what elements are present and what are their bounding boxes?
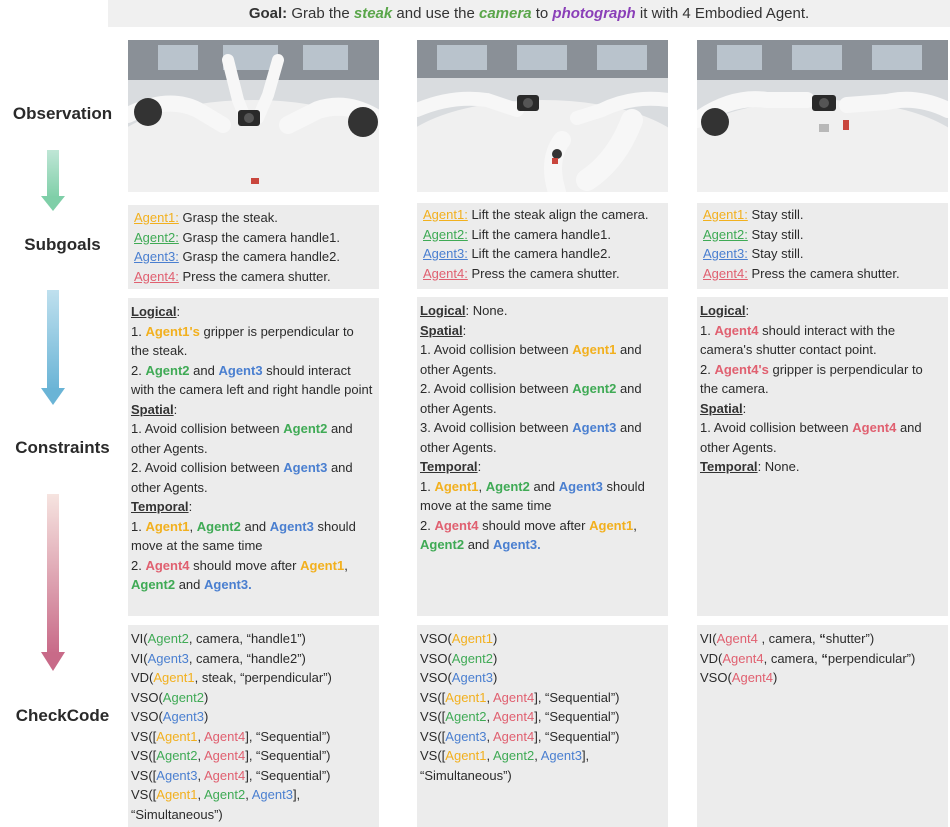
agent2-label: Agent2:: [134, 229, 179, 245]
constraint-line: [131, 458, 375, 497]
comma: ,: [197, 728, 205, 744]
colon: :: [477, 459, 482, 474]
spatial-label: Spatial: [131, 401, 174, 417]
close: ): [493, 650, 498, 666]
constraint-line: [420, 340, 664, 379]
args: ],: [581, 748, 590, 763]
agent3-ref: Agent3: [572, 420, 617, 435]
comma: ,: [486, 689, 494, 705]
agent2-ref: Agent2: [485, 478, 530, 494]
text: should move at the same time: [420, 478, 645, 513]
agent4-ref: Agent4: [493, 689, 535, 705]
agent1-ref: Agent1: [445, 748, 487, 763]
num: 2.: [131, 557, 142, 573]
fn: VD(: [700, 650, 723, 666]
fn: VD(: [131, 670, 154, 685]
agent4-ref: Agent4: [716, 631, 758, 646]
agent1-ref: Agent1: [434, 478, 479, 494]
comma: ,: [197, 767, 205, 783]
goal-prefix: Goal:: [248, 5, 288, 22]
fn: VI(: [131, 650, 148, 666]
agent3-label: Agent3:: [423, 246, 468, 261]
args: , camera,: [763, 650, 822, 666]
arrow-down-icon-pink: [40, 494, 66, 672]
agent2-ref: Agent2: [445, 709, 487, 724]
comma: ,: [486, 748, 494, 763]
num: 2.: [420, 517, 431, 533]
agent2-label: Agent2:: [423, 226, 468, 242]
code-line: [131, 785, 375, 805]
args: “Simultaneous”): [420, 767, 512, 783]
code-line: [131, 805, 375, 825]
args: perpendicular”): [827, 650, 916, 666]
agent3-ref: Agent3: [283, 460, 328, 475]
subgoal-text: Grasp the camera handle2.: [182, 249, 340, 264]
agent1-ref: Agent1: [445, 689, 487, 705]
agent4-ref: Agent4: [204, 767, 246, 783]
text: and other Agents.: [420, 381, 642, 416]
agent3-label: Agent3:: [134, 249, 179, 264]
text: and: [467, 537, 490, 552]
subgoal-text: Stay still.: [751, 207, 804, 222]
text: should interact with the camera's shutter contact point.: [700, 322, 896, 357]
logical-heading: [131, 302, 375, 322]
agent3-ref: Agent3.: [204, 577, 252, 592]
agent2-ref: Agent2: [283, 421, 328, 436]
text: and other Agents.: [420, 420, 642, 455]
num: 2.: [700, 361, 711, 377]
agent2-ref: Agent2: [420, 537, 465, 552]
fn: VSO(: [420, 670, 452, 685]
text: and other Agents.: [131, 460, 353, 495]
constraints-panel-1: [128, 298, 379, 616]
agent3-ref: Agent3: [156, 767, 198, 783]
text: and: [193, 362, 215, 378]
row-label-constraints: Constraints: [15, 438, 110, 457]
logical-heading: [420, 301, 664, 321]
code-line: [420, 727, 664, 747]
close: ): [204, 709, 209, 724]
colon: :: [742, 400, 747, 416]
num: 1.: [131, 518, 142, 534]
temporal-heading: [420, 457, 664, 477]
row-label-subgoals: Subgoals: [24, 235, 101, 254]
logical-none: : None.: [465, 303, 508, 318]
args: “Simultaneous”): [131, 806, 223, 822]
text: should move after: [482, 517, 586, 533]
agent3-ref: Agent3: [540, 748, 582, 763]
constraint-line: [700, 360, 944, 399]
subgoal-text: Lift the camera handle1.: [471, 226, 611, 242]
agent3-ref: Agent3: [269, 518, 314, 534]
args: , camera, “handle1”): [188, 631, 306, 646]
close: ): [493, 670, 498, 685]
agent2-ref: Agent2: [493, 748, 535, 763]
agent2-ref: Agent2: [147, 631, 189, 646]
subgoal-line: [134, 228, 375, 248]
agent4-ref: Agent4: [493, 728, 535, 744]
spatial-label: Spatial: [700, 400, 743, 416]
goal-text-3: to: [535, 5, 549, 22]
constraint-line: [131, 517, 375, 556]
num: 1.: [700, 322, 711, 338]
fn: VSO(: [131, 689, 163, 705]
agent3-ref: Agent3: [218, 362, 263, 378]
subgoals-panel-1: [128, 205, 379, 289]
goal-text-2: and use the: [396, 5, 475, 22]
args: ], “Sequential”): [245, 728, 331, 744]
agent1-label: Agent1:: [423, 207, 468, 222]
subgoal-text: Stay still.: [751, 246, 804, 261]
agent1-ref: Agent1: [156, 728, 198, 744]
agent1-ref: Agent1: [156, 787, 198, 802]
code-line: [700, 668, 944, 688]
code-line: [131, 668, 375, 688]
subgoal-text: Grasp the camera handle1.: [182, 229, 340, 245]
constraint-line: [131, 322, 375, 361]
logical-label: Logical: [131, 304, 177, 319]
text: and other Agents.: [420, 342, 642, 377]
agent2-ref: Agent2: [196, 518, 241, 534]
quote: “: [819, 631, 826, 646]
args: ], “Sequential”): [534, 728, 620, 744]
goal-keyword-camera: camera: [479, 5, 532, 22]
code-line: [131, 688, 375, 708]
text: and: [178, 577, 201, 592]
args: shutter”): [825, 631, 875, 646]
agent2-label: Agent2:: [703, 226, 748, 242]
logical-label: Logical: [700, 303, 746, 318]
agent4-ref: Agent4: [434, 517, 479, 533]
text: and: [244, 518, 267, 534]
num: 1.: [420, 478, 431, 494]
observation-image-2: [417, 40, 668, 192]
subgoals-panel-2: [417, 203, 668, 289]
args: ], “Sequential”): [534, 689, 620, 705]
fn: VSO(: [131, 709, 163, 724]
colon: :: [745, 303, 750, 318]
agent2-ref: Agent2: [156, 748, 198, 763]
agent1-ref: Agent1: [451, 631, 493, 646]
text: and: [533, 478, 556, 494]
checkcode-panel-2: [417, 625, 668, 827]
text: ,: [478, 478, 483, 494]
code-line: [420, 688, 664, 708]
fn: VI(: [700, 631, 717, 646]
text: ,: [344, 557, 348, 573]
temporal-label: Temporal: [700, 459, 758, 474]
agent3-ref: Agent3: [445, 728, 487, 744]
code-line: [700, 649, 944, 669]
agent4-label: Agent4:: [423, 265, 468, 281]
fn: VS([: [420, 728, 446, 744]
quote: “: [821, 650, 828, 666]
constraint-line: [700, 321, 944, 360]
args: ], “Sequential”): [245, 767, 331, 783]
checkcode-panel-1: [128, 625, 379, 827]
fn: VI(: [131, 631, 148, 646]
subgoal-text: Lift the steak align the camera.: [471, 207, 649, 222]
subgoal-line: [703, 244, 944, 264]
agent2-ref: Agent2: [145, 362, 190, 378]
agent1-ref: Agent1: [153, 670, 195, 685]
constraint-line: [131, 361, 375, 400]
constraint-line: [131, 419, 375, 458]
text: and other Agents.: [131, 421, 353, 456]
agent4-ref: Agent4: [204, 728, 246, 744]
text: 1. Avoid collision between: [700, 420, 849, 435]
row-label-observation: Observation: [12, 104, 113, 123]
agent2-ref: Agent2: [451, 650, 493, 666]
code-line: [131, 629, 375, 649]
colon: :: [173, 401, 178, 417]
code-line: [420, 707, 664, 727]
code-line: [420, 766, 664, 786]
subgoal-text: Press the camera shutter.: [182, 268, 331, 284]
goal-banner: [108, 0, 950, 27]
subgoal-line: [134, 247, 375, 267]
comma: ,: [197, 748, 205, 763]
arrow-down-icon-green: [40, 150, 66, 212]
temporal-label: Temporal: [420, 459, 478, 474]
goal-keyword-photograph: photograph: [552, 5, 636, 22]
fn: VS([: [420, 748, 446, 763]
arrow-down-icon-blue: [40, 290, 66, 406]
agent4-ref: Agent4: [722, 650, 764, 666]
fn: VS([: [131, 767, 157, 783]
agent4-ref: Agent4: [852, 420, 897, 435]
agent4-ref: Agent4: [145, 557, 190, 573]
agent1-ref: Agent1: [145, 518, 190, 534]
code-line: [131, 707, 375, 727]
comma: ,: [534, 748, 541, 763]
agent2-ref: Agent2: [131, 577, 176, 592]
constraints-panel-2: [417, 297, 668, 616]
subgoal-line: [423, 205, 664, 225]
spatial-heading: [420, 321, 664, 341]
logical-label: Logical: [420, 303, 466, 318]
temporal-label: Temporal: [131, 499, 189, 514]
fn: VS([: [131, 728, 157, 744]
subgoal-line: [703, 264, 944, 284]
checkcode-panel-3: [697, 625, 948, 827]
agent3-ref: Agent3: [251, 787, 293, 802]
subgoal-text: Stay still.: [751, 226, 804, 242]
text: should move after: [193, 557, 297, 573]
close: ): [204, 689, 209, 705]
subgoal-line: [134, 208, 375, 228]
text: should interact with the camera left and right handle point: [131, 362, 373, 397]
fn: VSO(: [700, 670, 732, 685]
code-line: [131, 649, 375, 669]
text: ,: [633, 517, 637, 533]
row-label-checkcode: CheckCode: [15, 706, 110, 725]
code-line: [131, 727, 375, 747]
constraint-line: [420, 379, 664, 418]
agent3-ref: Agent3: [147, 650, 189, 666]
comma: ,: [486, 709, 494, 724]
agent1-ref: Agent1: [572, 342, 617, 357]
constraint-line: [131, 556, 375, 595]
args: , camera, “handle2”): [188, 650, 306, 666]
subgoal-text: Grasp the steak.: [182, 210, 278, 225]
fn: VS([: [420, 689, 446, 705]
subgoal-line: [703, 225, 944, 245]
agent1-label: Agent1:: [703, 207, 748, 222]
constraint-line: [420, 477, 664, 516]
subgoal-text: Press the camera shutter.: [471, 265, 620, 281]
agent4-ref: Agent4: [731, 670, 773, 685]
code-line: [420, 629, 664, 649]
agent1-ref: Agent1's: [145, 323, 200, 339]
agent3-label: Agent3:: [703, 246, 748, 261]
text: 2. Avoid collision between: [131, 460, 280, 475]
comma: ,: [197, 787, 205, 802]
args: ],: [292, 787, 301, 802]
constraint-line: [700, 418, 944, 457]
agent4-ref: Agent4: [714, 322, 759, 338]
agent4-label: Agent4:: [703, 265, 748, 281]
constraints-panel-3: [697, 297, 948, 616]
text: gripper is perpendicular to the camera.: [700, 361, 923, 396]
agent3-ref: Agent3: [558, 478, 603, 494]
spatial-heading: [131, 400, 375, 420]
temporal-none: : None.: [757, 459, 800, 474]
text: 3. Avoid collision between: [420, 420, 569, 435]
agent4-ref: Agent4: [493, 709, 535, 724]
goal-keyword-steak: steak: [353, 5, 393, 22]
code-line: [420, 649, 664, 669]
fn: VS([: [420, 709, 446, 724]
agent3-ref: Agent3: [162, 709, 204, 724]
agent3-ref: Agent3: [451, 670, 493, 685]
spatial-heading: [700, 399, 944, 419]
text: 2. Avoid collision between: [420, 381, 569, 396]
temporal-heading: [700, 457, 944, 477]
logical-heading: [700, 301, 944, 321]
colon: :: [188, 499, 193, 514]
comma: ,: [486, 728, 494, 744]
subgoals-panel-3: [697, 203, 948, 289]
goal-text-1: Grab the: [291, 5, 350, 22]
subgoal-line: [423, 244, 664, 264]
fn: VS([: [131, 748, 157, 763]
colon: :: [462, 322, 467, 338]
colon: :: [176, 304, 181, 319]
code-line: [420, 668, 664, 688]
text: 1. Avoid collision between: [131, 421, 280, 436]
constraint-line: [420, 516, 664, 555]
text: and other Agents.: [700, 420, 922, 455]
text: ,: [189, 518, 194, 534]
args: , camera,: [757, 631, 820, 646]
fn: VSO(: [420, 631, 452, 646]
agent2-ref: Agent2: [204, 787, 246, 802]
subgoal-line: [423, 264, 664, 284]
subgoal-text: Lift the camera handle2.: [471, 246, 611, 261]
code-line: [131, 746, 375, 766]
subgoal-line: [134, 267, 375, 287]
agent4-ref: Agent4: [204, 748, 246, 763]
fn: VS([: [131, 787, 157, 802]
args: ], “Sequential”): [245, 748, 331, 763]
num: 2.: [131, 362, 142, 378]
text: should move at the same time: [131, 518, 356, 553]
args: , steak, “perpendicular”): [194, 670, 332, 685]
args: ], “Sequential”): [534, 709, 620, 724]
close: ): [773, 670, 778, 685]
text: gripper is perpendicular to the steak.: [131, 323, 354, 358]
agent3-ref: Agent3.: [493, 537, 541, 552]
code-line: [700, 629, 944, 649]
spatial-label: Spatial: [420, 322, 463, 338]
constraint-line: [420, 418, 664, 457]
subgoal-text: Press the camera shutter.: [751, 265, 900, 281]
temporal-heading: [131, 497, 375, 517]
code-line: [420, 746, 664, 766]
fn: VSO(: [420, 650, 452, 666]
agent2-ref: Agent2: [572, 381, 617, 396]
agent4-label: Agent4:: [134, 268, 179, 284]
agent2-ref: Agent2: [162, 689, 204, 705]
code-line: [131, 766, 375, 786]
agent4-ref: Agent4's: [714, 361, 769, 377]
agent1-ref: Agent1: [589, 517, 634, 533]
goal-text-4: it with 4 Embodied Agent.: [639, 5, 810, 22]
subgoal-line: [703, 205, 944, 225]
text: 1. Avoid collision between: [420, 342, 569, 357]
comma: ,: [245, 787, 252, 802]
agent1-ref: Agent1: [300, 557, 345, 573]
subgoal-line: [423, 225, 664, 245]
agent1-label: Agent1:: [134, 210, 179, 225]
num: 1.: [131, 323, 142, 339]
close: ): [493, 631, 498, 646]
observation-image-3: [697, 40, 948, 192]
observation-image-1: [128, 40, 379, 192]
